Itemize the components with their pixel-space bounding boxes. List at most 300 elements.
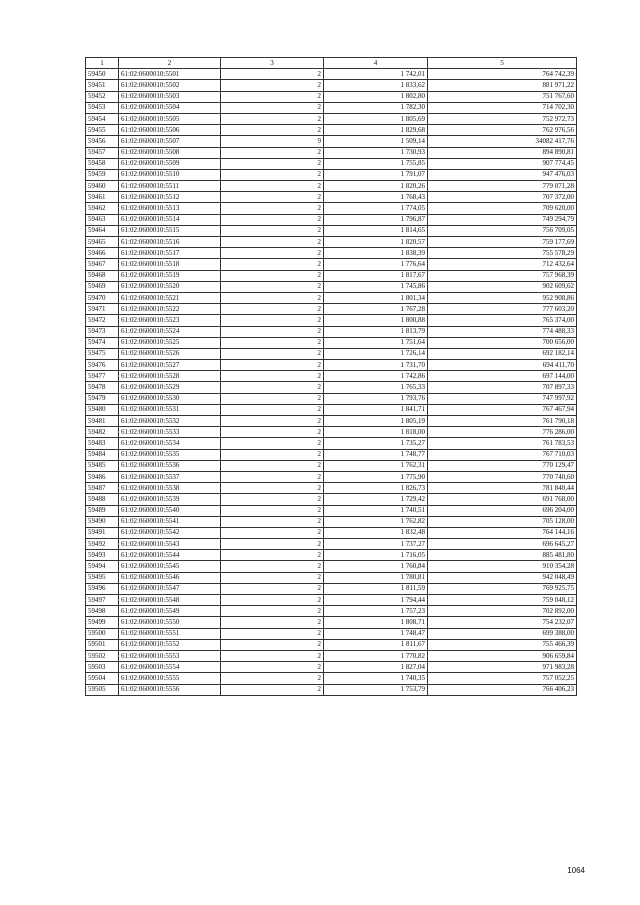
area-cell: 1 730,93 <box>324 147 428 158</box>
value-cell: 777 603,20 <box>428 304 577 315</box>
table-row <box>86 315 577 326</box>
cadastral-number-cell: 61:02:0600010:5508 <box>119 147 221 158</box>
table-row <box>86 203 577 214</box>
row-number-cell: 59490 <box>86 516 119 527</box>
value-cell: 34082 417,76 <box>428 136 577 147</box>
area-cell: 1 775,90 <box>324 471 428 482</box>
cadastral-number-cell: 61:02:0600010:5521 <box>119 292 221 303</box>
cadastral-number-cell: 61:02:0600010:5547 <box>119 583 221 594</box>
count-cell: 9 <box>221 136 324 147</box>
row-number-cell: 59488 <box>86 494 119 505</box>
value-cell: 761 790,18 <box>428 416 577 427</box>
area-cell: 1 805,69 <box>324 113 428 124</box>
value-cell: 781 840,44 <box>428 483 577 494</box>
area-cell: 1 826,73 <box>324 483 428 494</box>
table-row <box>86 539 577 550</box>
cadastral-table <box>85 57 577 696</box>
cadastral-number-cell: 61:02:0600010:5527 <box>119 360 221 371</box>
value-cell: 759 177,69 <box>428 237 577 248</box>
row-number-cell: 59450 <box>86 69 119 80</box>
table-row <box>86 561 577 572</box>
count-cell: 2 <box>221 650 324 661</box>
count-cell: 2 <box>221 248 324 259</box>
value-cell: 762 976,56 <box>428 125 577 136</box>
area-cell: 1 762,82 <box>324 516 428 527</box>
count-cell: 2 <box>221 147 324 158</box>
table-row <box>86 650 577 661</box>
area-cell: 1 726,14 <box>324 348 428 359</box>
row-number-cell: 59469 <box>86 281 119 292</box>
cadastral-number-cell: 61:02:0600010:5540 <box>119 505 221 516</box>
cadastral-number-cell: 61:02:0600010:5514 <box>119 214 221 225</box>
row-number-cell: 59505 <box>86 684 119 695</box>
table-row <box>86 304 577 315</box>
count-cell: 2 <box>221 471 324 482</box>
count-cell: 2 <box>221 449 324 460</box>
row-number-cell: 59486 <box>86 471 119 482</box>
cadastral-number-cell: 61:02:0600010:5524 <box>119 326 221 337</box>
area-cell: 1 802,80 <box>324 91 428 102</box>
value-cell: 764 144,16 <box>428 527 577 538</box>
area-cell: 1 838,39 <box>324 248 428 259</box>
cadastral-number-cell: 61:02:0600010:5555 <box>119 673 221 684</box>
row-number-cell: 59472 <box>86 315 119 326</box>
cadastral-number-cell: 61:02:0600010:5550 <box>119 617 221 628</box>
value-cell: 885 481,80 <box>428 550 577 561</box>
count-cell: 2 <box>221 158 324 169</box>
area-cell: 1 801,34 <box>324 292 428 303</box>
count-cell: 2 <box>221 237 324 248</box>
value-cell: 696 204,00 <box>428 505 577 516</box>
table-row <box>86 147 577 158</box>
cadastral-number-cell: 61:02:0600010:5526 <box>119 348 221 359</box>
area-cell: 1 782,30 <box>324 102 428 113</box>
area-cell: 1 716,05 <box>324 550 428 561</box>
cadastral-number-cell: 61:02:0600010:5552 <box>119 639 221 650</box>
area-cell: 1 740,51 <box>324 505 428 516</box>
value-cell: 764 742,39 <box>428 69 577 80</box>
area-cell: 1 813,79 <box>324 326 428 337</box>
count-cell: 2 <box>221 259 324 270</box>
table-row <box>86 360 577 371</box>
table-row <box>86 136 577 147</box>
value-cell: 767 710,03 <box>428 449 577 460</box>
table-row <box>86 337 577 348</box>
count-cell: 2 <box>221 595 324 606</box>
table-row <box>86 192 577 203</box>
area-cell: 1 753,79 <box>324 684 428 695</box>
count-cell: 2 <box>221 606 324 617</box>
table-row <box>86 684 577 695</box>
area-cell: 1 794,44 <box>324 595 428 606</box>
count-cell: 2 <box>221 270 324 281</box>
cadastral-number-cell: 61:02:0600010:5531 <box>119 404 221 415</box>
row-number-cell: 59504 <box>86 673 119 684</box>
count-cell: 2 <box>221 572 324 583</box>
value-cell: 757 968,39 <box>428 270 577 281</box>
cadastral-number-cell: 61:02:0600010:5537 <box>119 471 221 482</box>
cadastral-number-cell: 61:02:0600010:5516 <box>119 237 221 248</box>
count-cell: 2 <box>221 505 324 516</box>
count-cell: 2 <box>221 125 324 136</box>
area-cell: 1 765,33 <box>324 382 428 393</box>
count-cell: 2 <box>221 225 324 236</box>
area-cell: 1 841,71 <box>324 404 428 415</box>
table-row <box>86 270 577 281</box>
count-cell: 2 <box>221 80 324 91</box>
value-cell: 902 609,62 <box>428 281 577 292</box>
cadastral-number-cell: 61:02:0600010:5502 <box>119 80 221 91</box>
table-row <box>86 113 577 124</box>
table-row <box>86 169 577 180</box>
cadastral-number-cell: 61:02:0600010:5509 <box>119 158 221 169</box>
cadastral-number-cell: 61:02:0600010:5519 <box>119 270 221 281</box>
column-header-5: 5 <box>428 58 577 69</box>
row-number-cell: 59482 <box>86 427 119 438</box>
value-cell: 767 467,94 <box>428 404 577 415</box>
cadastral-number-cell: 61:02:0600010:5535 <box>119 449 221 460</box>
table-row <box>86 181 577 192</box>
count-cell: 2 <box>221 192 324 203</box>
area-cell: 1 793,76 <box>324 393 428 404</box>
count-cell: 2 <box>221 427 324 438</box>
area-cell: 1 757,23 <box>324 606 428 617</box>
row-number-cell: 59480 <box>86 404 119 415</box>
area-cell: 1 780,81 <box>324 572 428 583</box>
column-header-4: 4 <box>324 58 428 69</box>
cadastral-number-cell: 61:02:0600010:5530 <box>119 393 221 404</box>
area-cell: 1 737,27 <box>324 539 428 550</box>
cadastral-number-cell: 61:02:0600010:5539 <box>119 494 221 505</box>
cadastral-number-cell: 61:02:0600010:5548 <box>119 595 221 606</box>
row-number-cell: 59463 <box>86 214 119 225</box>
row-number-cell: 59484 <box>86 449 119 460</box>
count-cell: 2 <box>221 360 324 371</box>
cadastral-number-cell: 61:02:0600010:5543 <box>119 539 221 550</box>
value-cell: 770 129,47 <box>428 460 577 471</box>
count-cell: 2 <box>221 113 324 124</box>
row-number-cell: 59454 <box>86 113 119 124</box>
area-cell: 1 731,70 <box>324 360 428 371</box>
table-row <box>86 259 577 270</box>
row-number-cell: 59470 <box>86 292 119 303</box>
count-cell: 2 <box>221 181 324 192</box>
count-cell: 2 <box>221 69 324 80</box>
table-row <box>86 460 577 471</box>
cadastral-number-cell: 61:02:0600010:5554 <box>119 662 221 673</box>
count-cell: 2 <box>221 460 324 471</box>
row-number-cell: 59496 <box>86 583 119 594</box>
count-cell: 2 <box>221 662 324 673</box>
area-cell: 1 811,67 <box>324 639 428 650</box>
value-cell: 766 406,23 <box>428 684 577 695</box>
count-cell: 2 <box>221 169 324 180</box>
row-number-cell: 59461 <box>86 192 119 203</box>
cadastral-number-cell: 61:02:0600010:5546 <box>119 572 221 583</box>
value-cell: 881 971,22 <box>428 80 577 91</box>
value-cell: 751 767,60 <box>428 91 577 102</box>
value-cell: 707 372,00 <box>428 192 577 203</box>
table-row <box>86 80 577 91</box>
value-cell: 769 925,75 <box>428 583 577 594</box>
row-number-cell: 59498 <box>86 606 119 617</box>
row-number-cell: 59462 <box>86 203 119 214</box>
count-cell: 2 <box>221 348 324 359</box>
table-row <box>86 214 577 225</box>
row-number-cell: 59473 <box>86 326 119 337</box>
area-cell: 1 800,88 <box>324 315 428 326</box>
cadastral-number-cell: 61:02:0600010:5544 <box>119 550 221 561</box>
count-cell: 2 <box>221 628 324 639</box>
area-cell: 1 829,68 <box>324 125 428 136</box>
area-cell: 1 767,28 <box>324 304 428 315</box>
table-row <box>86 494 577 505</box>
value-cell: 699 388,00 <box>428 628 577 639</box>
area-cell: 1 808,71 <box>324 617 428 628</box>
area-cell: 1 735,27 <box>324 438 428 449</box>
value-cell: 749 294,79 <box>428 214 577 225</box>
count-cell: 2 <box>221 527 324 538</box>
cadastral-number-cell: 61:02:0600010:5529 <box>119 382 221 393</box>
row-number-cell: 59466 <box>86 248 119 259</box>
row-number-cell: 59479 <box>86 393 119 404</box>
row-number-cell: 59455 <box>86 125 119 136</box>
area-cell: 1 751,64 <box>324 337 428 348</box>
row-number-cell: 59471 <box>86 304 119 315</box>
table-row <box>86 102 577 113</box>
value-cell: 694 411,70 <box>428 360 577 371</box>
value-cell: 702 892,00 <box>428 606 577 617</box>
table-row <box>86 595 577 606</box>
cadastral-number-cell: 61:02:0600010:5506 <box>119 125 221 136</box>
table-row <box>86 639 577 650</box>
value-cell: 755 466,39 <box>428 639 577 650</box>
row-number-cell: 59492 <box>86 539 119 550</box>
area-cell: 1 827,04 <box>324 662 428 673</box>
table-row <box>86 583 577 594</box>
cadastral-number-cell: 61:02:0600010:5507 <box>119 136 221 147</box>
count-cell: 2 <box>221 639 324 650</box>
row-number-cell: 59456 <box>86 136 119 147</box>
count-cell: 2 <box>221 673 324 684</box>
table-row <box>86 427 577 438</box>
area-cell: 1 814,65 <box>324 225 428 236</box>
count-cell: 2 <box>221 483 324 494</box>
count-cell: 2 <box>221 91 324 102</box>
value-cell: 756 709,05 <box>428 225 577 236</box>
row-number-cell: 59493 <box>86 550 119 561</box>
cadastral-number-cell: 61:02:0600010:5503 <box>119 91 221 102</box>
table-body <box>86 69 577 696</box>
area-cell: 1 755,85 <box>324 158 428 169</box>
table-row <box>86 125 577 136</box>
page-number: 1064 <box>567 866 585 875</box>
value-cell: 707 897,33 <box>428 382 577 393</box>
count-cell: 2 <box>221 203 324 214</box>
value-cell: 700 656,00 <box>428 337 577 348</box>
table-row <box>86 572 577 583</box>
value-cell: 774 488,33 <box>428 326 577 337</box>
table-row <box>86 617 577 628</box>
row-number-cell: 59464 <box>86 225 119 236</box>
area-cell: 1 811,59 <box>324 583 428 594</box>
row-number-cell: 59453 <box>86 102 119 113</box>
value-cell: 952 908,86 <box>428 292 577 303</box>
count-cell: 2 <box>221 550 324 561</box>
row-number-cell: 59503 <box>86 662 119 673</box>
value-cell: 761 783,53 <box>428 438 577 449</box>
area-cell: 1 818,00 <box>324 427 428 438</box>
area-cell: 1 742,86 <box>324 371 428 382</box>
value-cell: 709 620,00 <box>428 203 577 214</box>
count-cell: 2 <box>221 617 324 628</box>
area-cell: 1 748,47 <box>324 628 428 639</box>
table-row <box>86 348 577 359</box>
row-number-cell: 59460 <box>86 181 119 192</box>
row-number-cell: 59457 <box>86 147 119 158</box>
value-cell: 705 128,00 <box>428 516 577 527</box>
table-row <box>86 628 577 639</box>
row-number-cell: 59485 <box>86 460 119 471</box>
area-cell: 1 817,67 <box>324 270 428 281</box>
table-row <box>86 393 577 404</box>
table-row <box>86 516 577 527</box>
cadastral-number-cell: 61:02:0600010:5545 <box>119 561 221 572</box>
area-cell: 1 833,62 <box>324 80 428 91</box>
table-row <box>86 505 577 516</box>
count-cell: 2 <box>221 416 324 427</box>
table-row <box>86 69 577 80</box>
cadastral-number-cell: 61:02:0600010:5534 <box>119 438 221 449</box>
area-cell: 1 745,86 <box>324 281 428 292</box>
count-cell: 2 <box>221 292 324 303</box>
value-cell: 696 645,27 <box>428 539 577 550</box>
value-cell: 697 144,00 <box>428 371 577 382</box>
row-number-cell: 59497 <box>86 595 119 606</box>
count-cell: 2 <box>221 494 324 505</box>
cadastral-number-cell: 61:02:0600010:5523 <box>119 315 221 326</box>
cadastral-number-cell: 61:02:0600010:5532 <box>119 416 221 427</box>
value-cell: 755 578,29 <box>428 248 577 259</box>
area-cell: 1 768,43 <box>324 192 428 203</box>
cadastral-number-cell: 61:02:0600010:5513 <box>119 203 221 214</box>
row-number-cell: 59475 <box>86 348 119 359</box>
row-number-cell: 59478 <box>86 382 119 393</box>
row-number-cell: 59500 <box>86 628 119 639</box>
value-cell: 770 740,60 <box>428 471 577 482</box>
table-row <box>86 449 577 460</box>
value-cell: 776 286,00 <box>428 427 577 438</box>
area-cell: 1 748,77 <box>324 449 428 460</box>
table-row <box>86 382 577 393</box>
cadastral-number-cell: 61:02:0600010:5511 <box>119 181 221 192</box>
cadastral-number-cell: 61:02:0600010:5504 <box>119 102 221 113</box>
count-cell: 2 <box>221 393 324 404</box>
area-cell: 1 770,82 <box>324 650 428 661</box>
row-number-cell: 59467 <box>86 259 119 270</box>
table-row <box>86 248 577 259</box>
value-cell: 947 476,03 <box>428 169 577 180</box>
area-cell: 1 820,57 <box>324 237 428 248</box>
area-cell: 1 776,64 <box>324 259 428 270</box>
row-number-cell: 59451 <box>86 80 119 91</box>
count-cell: 2 <box>221 684 324 695</box>
cadastral-number-cell: 61:02:0600010:5501 <box>119 69 221 80</box>
table-row <box>86 225 577 236</box>
area-cell: 1 740,35 <box>324 673 428 684</box>
table-row <box>86 438 577 449</box>
cadastral-number-cell: 61:02:0600010:5510 <box>119 169 221 180</box>
cadastral-number-cell: 61:02:0600010:5517 <box>119 248 221 259</box>
value-cell: 759 048,12 <box>428 595 577 606</box>
row-number-cell: 59495 <box>86 572 119 583</box>
count-cell: 2 <box>221 583 324 594</box>
table-row <box>86 91 577 102</box>
table-row <box>86 606 577 617</box>
count-cell: 2 <box>221 281 324 292</box>
table-row <box>86 158 577 169</box>
table-row <box>86 326 577 337</box>
row-number-cell: 59474 <box>86 337 119 348</box>
count-cell: 2 <box>221 404 324 415</box>
column-header-2: 2 <box>119 58 221 69</box>
table-header-row <box>86 58 577 69</box>
row-number-cell: 59468 <box>86 270 119 281</box>
value-cell: 712 432,64 <box>428 259 577 270</box>
count-cell: 2 <box>221 326 324 337</box>
row-number-cell: 59489 <box>86 505 119 516</box>
cadastral-number-cell: 61:02:0600010:5525 <box>119 337 221 348</box>
count-cell: 2 <box>221 382 324 393</box>
count-cell: 2 <box>221 539 324 550</box>
count-cell: 2 <box>221 561 324 572</box>
area-cell: 1 832,48 <box>324 527 428 538</box>
row-number-cell: 59459 <box>86 169 119 180</box>
table-row <box>86 471 577 482</box>
count-cell: 2 <box>221 214 324 225</box>
value-cell: 714 702,30 <box>428 102 577 113</box>
area-cell: 1 742,01 <box>324 69 428 80</box>
count-cell: 2 <box>221 337 324 348</box>
cadastral-number-cell: 61:02:0600010:5556 <box>119 684 221 695</box>
table-row <box>86 550 577 561</box>
cadastral-number-cell: 61:02:0600010:5520 <box>119 281 221 292</box>
cadastral-number-cell: 61:02:0600010:5533 <box>119 427 221 438</box>
table-row <box>86 673 577 684</box>
area-cell: 1 509,14 <box>324 136 428 147</box>
column-header-1: 1 <box>86 58 119 69</box>
cadastral-number-cell: 61:02:0600010:5505 <box>119 113 221 124</box>
value-cell: 971 983,28 <box>428 662 577 673</box>
value-cell: 906 659,84 <box>428 650 577 661</box>
value-cell: 747 997,92 <box>428 393 577 404</box>
value-cell: 754 232,07 <box>428 617 577 628</box>
row-number-cell: 59452 <box>86 91 119 102</box>
row-number-cell: 59481 <box>86 416 119 427</box>
value-cell: 779 071,28 <box>428 181 577 192</box>
row-number-cell: 59494 <box>86 561 119 572</box>
value-cell: 691 768,00 <box>428 494 577 505</box>
area-cell: 1 805,19 <box>324 416 428 427</box>
value-cell: 752 972,73 <box>428 113 577 124</box>
row-number-cell: 59483 <box>86 438 119 449</box>
cadastral-number-cell: 61:02:0600010:5536 <box>119 460 221 471</box>
table-row <box>86 527 577 538</box>
area-cell: 1 729,42 <box>324 494 428 505</box>
area-cell: 1 791,07 <box>324 169 428 180</box>
row-number-cell: 59487 <box>86 483 119 494</box>
table-row <box>86 416 577 427</box>
